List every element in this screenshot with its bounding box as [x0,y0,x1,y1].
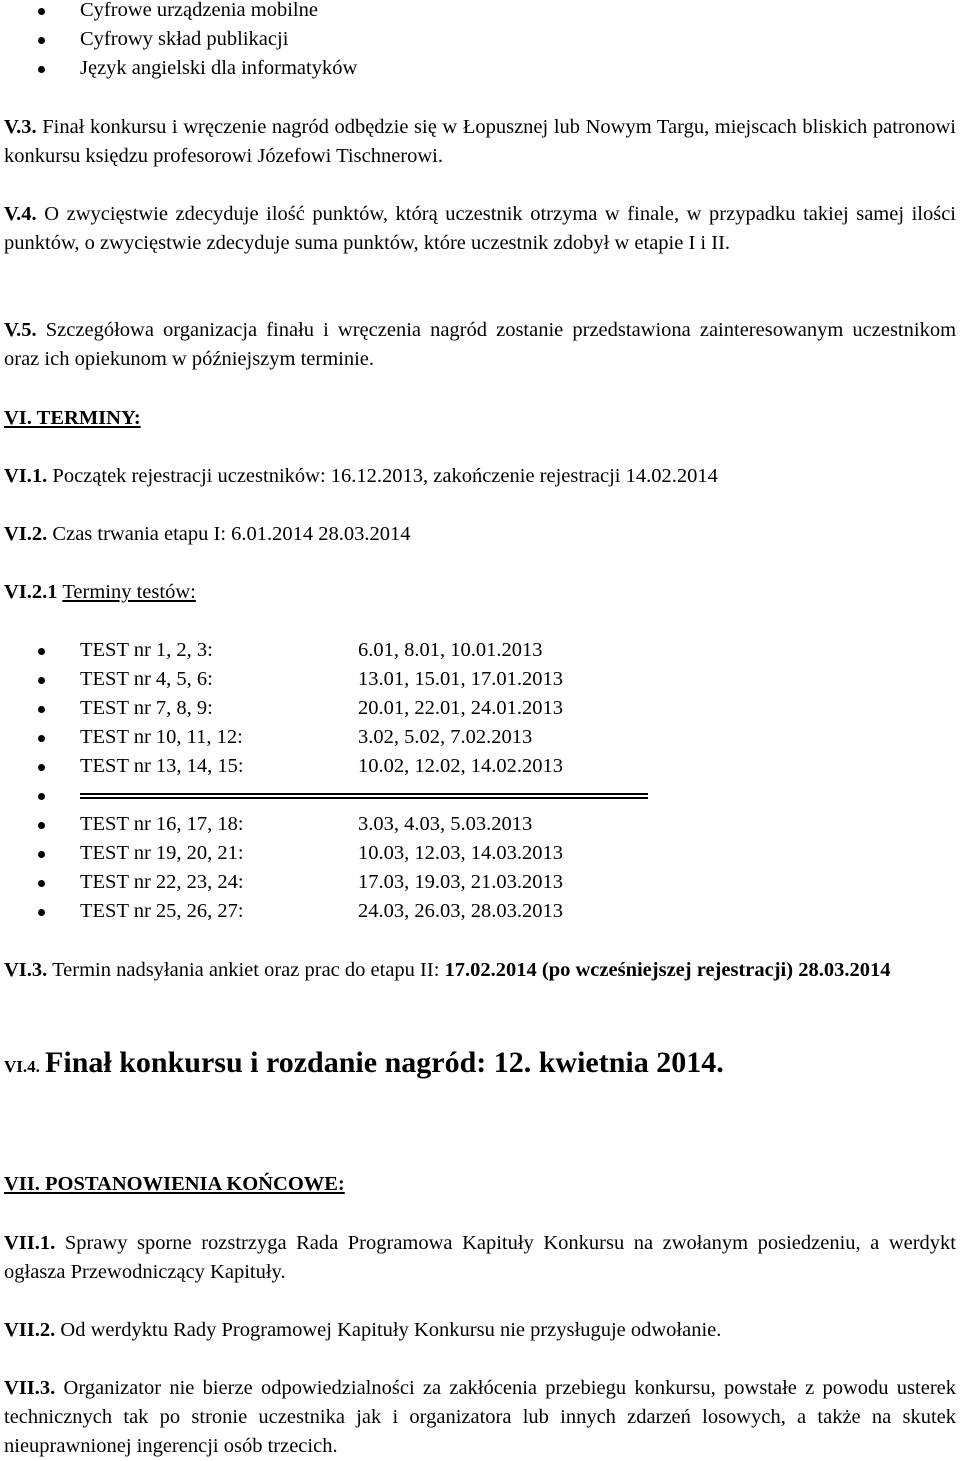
test-row [4,810,704,839]
bullet-icon [38,764,45,771]
section-vii1 [4,1229,956,1287]
list-item [4,25,704,54]
test-row [4,694,704,723]
bullet-icon [38,648,45,655]
section-vi1 [4,462,956,491]
test-dates: 13.01, 15.01, 17.01.2013 [358,668,563,690]
list-item [4,0,704,25]
test-dates: 20.01, 22.01, 24.01.2013 [358,697,563,719]
section-text: Sprawy sporne rozstrzyga Rada Programowa Kapituły Konkursu na zwołanym posiedzeniu, a werdykt ogłasza Przewodniczący Kapituły. [4,1232,957,1283]
bullet-icon [38,66,45,73]
heading-terminy: VI. TERMINY: [4,407,141,429]
test-row [4,723,704,752]
section-vii3 [4,1374,956,1461]
section-number: VI.2. [4,523,48,545]
bullet-icon [38,37,45,44]
bullet-icon [38,793,45,800]
bullet-icon [38,677,45,684]
section-v5 [4,316,956,374]
test-label: TEST nr 22, 23, 24: [80,871,244,893]
section-number: VI.2.1 [4,581,58,603]
test-row [4,868,704,897]
test-dates: 10.03, 12.03, 14.03.2013 [358,842,563,864]
section-text: O zwycięstwie zdecyduje ilość punktów, którą uczestnik otrzyma w finale, w przypadku takiej samej ilości punktów, o zwycięstwie zdecyduje suma punktów, które uczestnik zdobył w etapie I i II. [4,203,957,254]
section-number: V.3. [4,116,37,138]
section-text: Czas trwania etapu I: 6.01.2014 28.03.2014 [52,523,411,545]
section-number: V.5. [4,319,37,341]
test-label: TEST nr 25, 26, 27: [80,900,244,922]
test-dates: 17.03, 19.03, 21.03.2013 [358,871,563,893]
list-item-text: Język angielski dla informatyków [80,57,358,79]
section-number: VI.3. [4,959,48,981]
section-text: Finał konkursu i wręczenie nagród odbędzie się w Łopusznej lub Nowym Targu, miejscach bliskich patronowi konkursu księdzu profesorowi Józefowi Tischnerowi. [4,116,956,167]
test-dates: 24.03, 26.03, 28.03.2013 [358,900,563,922]
bullet-icon [38,909,45,916]
test-dates: 10.02, 12.02, 14.02.2013 [358,755,563,777]
test-label: TEST nr 7, 8, 9: [80,697,213,719]
test-label: TEST nr 16, 17, 18: [80,813,244,835]
section-v3 [4,113,956,171]
bullet-icon [38,851,45,858]
section-text: Od werdyktu Rady Programowej Kapituły Konkursu nie przysługuje odwołanie. [60,1319,722,1341]
test-label: TEST nr 13, 14, 15: [80,755,244,777]
section-text: Organizator nie bierze odpowiedzialności za zakłócenia przebiegu konkursu, powstałe z powodu usterek technicznych tak po stronie uczestnika jak i organizatora lub innych zdarzeń losowych, a także na skutek nieuprawnionej ingerencji osób trzecich. [4,1377,957,1457]
test-label: TEST nr 19, 20, 21: [80,842,244,864]
section-text: Początek rejestracji uczestników: 16.12.2013, zakończenie rejestracji 14.02.2014 [52,465,718,487]
section-vi4 [4,1044,956,1086]
double-rule-divider [80,793,648,799]
separator-row [4,781,704,810]
test-row [4,839,704,868]
bullet-icon [38,706,45,713]
finale-announcement: Finał konkursu i rozdanie nagród: 12. kwietnia 2014. [45,1046,724,1079]
section-deadline: 17.02.2014 (po wcześniejszej rejestracji) 28.03.2014 [444,959,891,981]
test-row [4,665,704,694]
test-label: TEST nr 4, 5, 6: [80,668,213,690]
section-number: VII.1. [4,1232,56,1254]
test-row [4,636,704,665]
section-number: VII.3. [4,1377,56,1399]
test-label: TEST nr 10, 11, 12: [80,726,243,748]
test-row [4,752,704,781]
section-vii2 [4,1316,956,1345]
section-number: VII.2. [4,1319,56,1341]
section-number: V.4. [4,203,37,225]
bullet-icon [38,822,45,829]
section-vi2 [4,520,956,549]
test-label: TEST nr 1, 2, 3: [80,639,213,661]
section-number: VI.1. [4,465,48,487]
section-v4 [4,200,956,258]
section-text: Termin nadsyłania ankiet oraz prac do etapu II: [52,959,440,981]
list-item-text: Cyfrowe urządzenia mobilne [80,0,318,21]
test-dates: 6.01, 8.01, 10.01.2013 [358,639,543,661]
test-dates: 3.03, 4.03, 5.03.2013 [358,813,533,835]
test-row [4,897,704,926]
list-item-text: Cyfrowy skład publikacji [80,28,289,50]
section-vi21 [4,578,956,607]
bullet-icon [38,8,45,15]
section-number: VI.4. [4,1057,40,1076]
heading-postanowienia: VII. POSTANOWIENIA KOŃCOWE: [4,1173,345,1195]
list-item [4,54,704,83]
section-text: Szczegółowa organizacja finału i wręczenia nagród zostanie przedstawiona zainteresowanym uczestnikom oraz ich opiekunom w późniejszym terminie. [4,319,957,370]
test-dates: 3.02, 5.02, 7.02.2013 [358,726,533,748]
bullet-icon [38,735,45,742]
section-text: Terminy testów: [62,581,196,603]
bullet-icon [38,880,45,887]
section-vi3 [4,956,956,985]
